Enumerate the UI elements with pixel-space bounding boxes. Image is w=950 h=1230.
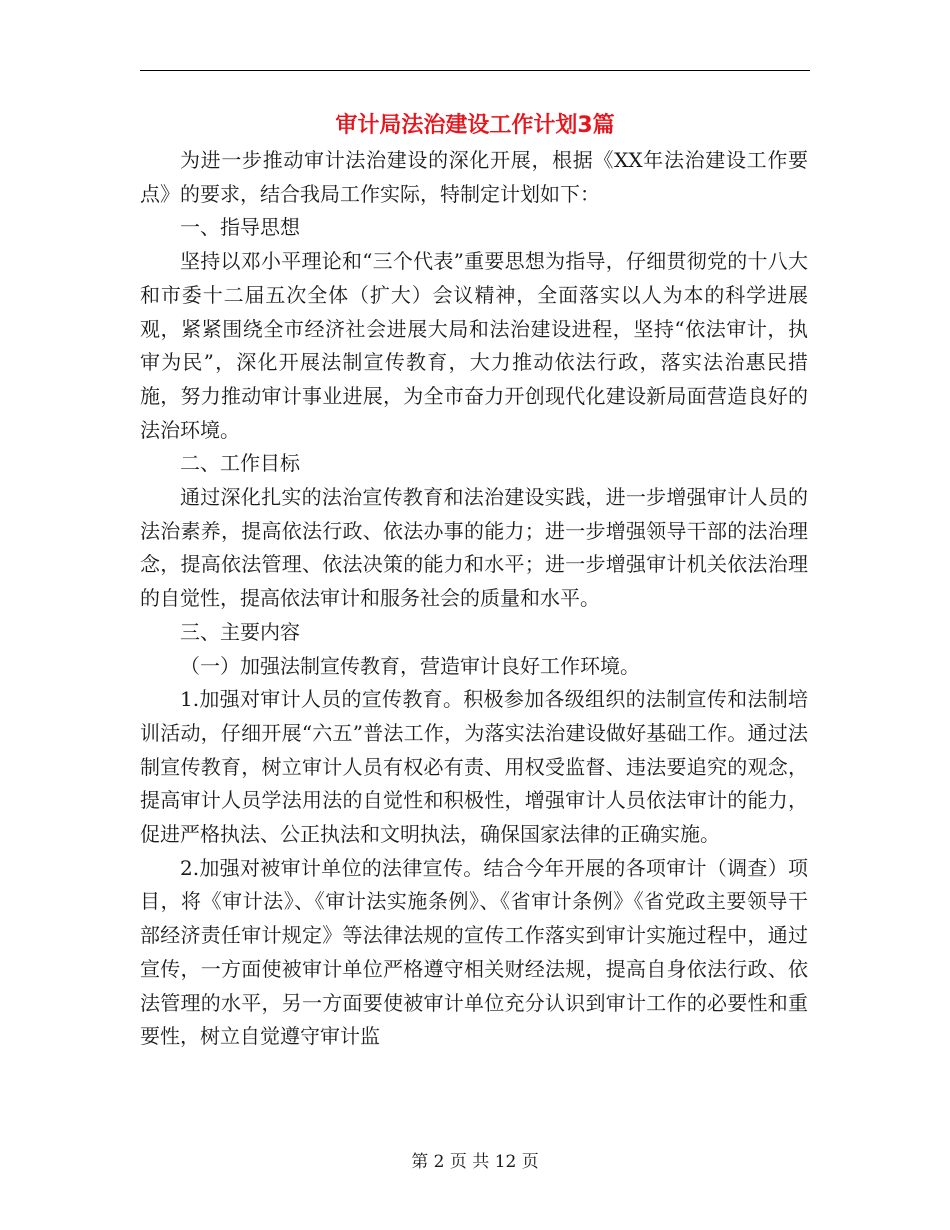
guiding-ideology-paragraph: 坚持以邓小平理论和“三个代表”重要思想为指导，仔细贯彻党的十八大和市委十二届五次全体（扩大）会议精神，全面落实以人为本的科学进展观，紧紧围绕全市经济社会进展大局和法治建设进程，坚持“依法审计，执审为民”，深化开展法制宣传教育，大力推动依法行政，落实法治惠民措施，努力推动审计事业进展，为全市奋力开创现代化建设新局面营造良好的法治环境。 [140, 249, 808, 442]
page-footer: 第 2 页 共 12 页 [411, 1152, 539, 1172]
item-2-paragraph: 2.加强对被审计单位的法律宣传。结合今年开展的各项审计（调查）项目，将《审计法》、《审计法实施条例》、《省审计条例》《省党政主要领导干部经济责任审计规定》等法律法规的宣传工作落实到审计实施过程中，通过宣传，一方面使被审计单位严格遵守相关财经法规，提高自身依法行政、依法管理的水平，另一方面要使被审计单位充分认识到审计工作的必要性和重要性，树立自觉遵守审计监 [140, 855, 808, 1049]
section-heading-work-goals: 二、工作目标 [180, 451, 300, 476]
section-heading-guiding-ideology: 一、指导思想 [180, 215, 300, 240]
header-rule [140, 70, 810, 71]
work-goals-paragraph: 通过深化扎实的法治宣传教育和法治建设实践，进一步增强审计人员的法治素养，提高依法行政、依法办事的能力；进一步增强领导干部的法治理念，提高依法管理、依法决策的能力和水平；进一步增强审计机关依法治理的自觉性，提高依法审计和服务社会的质量和水平。 [140, 485, 808, 611]
intro-paragraph: 为进一步推动审计法治建设的深化开展，根据《XX年法治建设工作要点》的要求，结合我局工作实际，特制定计划如下： [140, 148, 808, 206]
subsection-heading-legal-education: （一）加强法制宣传教育，营造审计良好工作环境。 [180, 653, 640, 678]
section-heading-main-content: 三、主要内容 [180, 619, 300, 644]
document-title: 审计局法治建设工作计划3篇 [335, 113, 615, 138]
item-1-paragraph: 1.加强对审计人员的宣传教育。积极参加各级组织的法制宣传和法制培训活动，仔细开展“六五”普法工作，为落实法治建设做好基础工作。通过法制宣传教育，树立审计人员有权必有责、用权受监督、违法要追究的观念，提高审计人员学法用法的自觉性和积极性，增强审计人员依法审计的能力，促进严格执法、公正执法和文明执法，确保国家法律的正确实施。 [140, 687, 808, 847]
document-body [140, 144, 808, 1054]
